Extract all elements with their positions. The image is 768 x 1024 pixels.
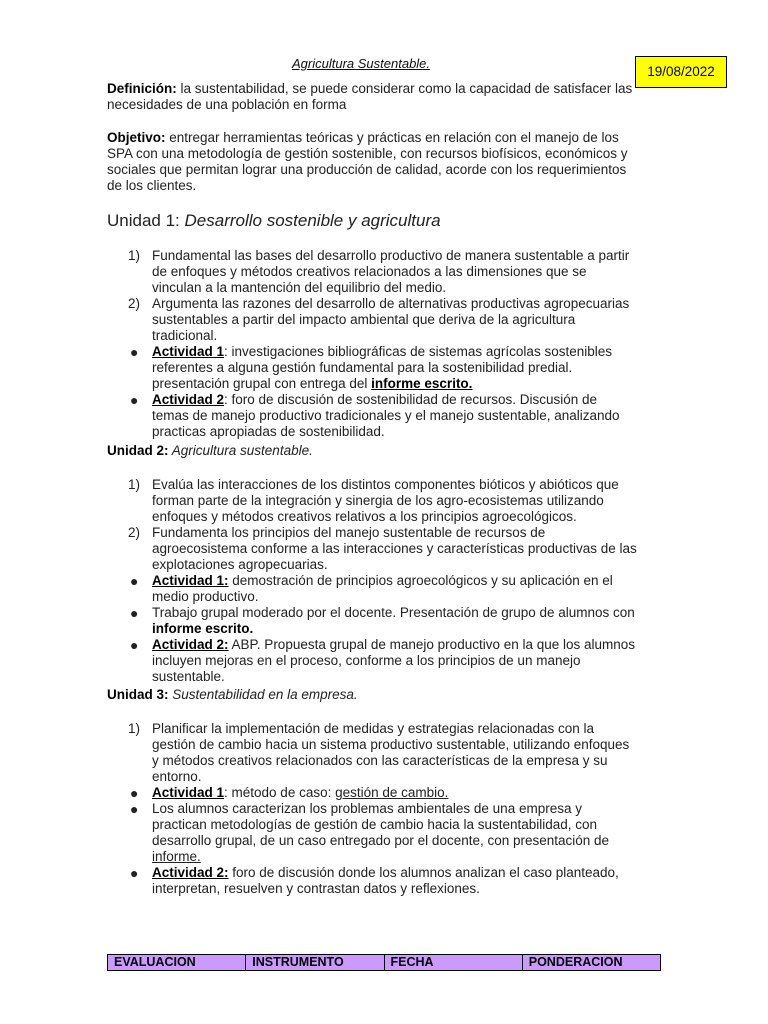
unit2-list — [107, 477, 637, 685]
report-label: informe escrito. — [371, 376, 473, 391]
list-text: Argumenta las razones del desarrollo de alternativas productivas agropecuarias sustentables a partir del impacto ambiental que deriva de la agricultura tradicional. — [152, 296, 630, 343]
list-item — [107, 605, 637, 637]
list-text: foro de discusión donde los alumnos analizan el caso planteado, interpretan, resuelven y contrastan datos y reflexiones. — [152, 865, 619, 896]
list-marker: 1) — [128, 248, 141, 263]
activity-label: Actividad 2 — [152, 392, 225, 407]
list-text: : investigaciones bibliográficas de sistemas agrícolas sostenibles referentes a alguna gestión fundamental para la sostenibilidad predial. presentación grupal con entrega del — [152, 344, 612, 391]
table-header-row — [108, 955, 661, 971]
bullet: ● — [130, 801, 139, 817]
underlined-text: informe. — [152, 849, 201, 864]
unit1-title: Desarrollo sostenible y agricultura — [184, 211, 441, 230]
objective-paragraph — [107, 130, 637, 194]
definition-text: la sustentabilidad, se puede considerar como la capacidad de satisfacer las necesidades de una población en forma — [107, 81, 633, 112]
header-fecha: FECHA — [384, 955, 522, 971]
bullet: ● — [130, 637, 139, 653]
objective-label: Objetivo: — [107, 130, 166, 145]
unit2-title: Agricultura sustentable. — [168, 443, 313, 458]
list-text: Fundamenta los principios del manejo sustentable de recursos de agroecosistema conforme a las interacciones y características productivas de las explotaciones agropecuarias. — [152, 525, 637, 572]
unit1-list — [107, 248, 637, 440]
activity-label: Actividad 1: — [152, 573, 229, 588]
list-text: : foro de discusión de sostenibilidad de recursos. Discusión de temas de manejo productivo tradicionales y el manejo sustentable, analizando practicas apropiadas de sostenibilidad. — [152, 392, 620, 439]
list-text: Fundamental las bases del desarrollo productivo de manera sustentable a partir de enfoques y métodos creativos relacionados a las dimensiones que se vinculan a la mantención del equilibrio del medio. — [152, 248, 630, 295]
evaluation-table — [107, 954, 661, 971]
list-marker: 2) — [128, 525, 141, 540]
list-item — [107, 801, 637, 865]
list-text: Los alumnos caracterizan los problemas ambientales de una empresa y practican metodologías de gestión de cambio hacia la sustentabilidad, con desarrollo grupal, de un caso entregado por el docente, con presentación de — [152, 801, 610, 848]
unit2-label: Unidad 2: — [107, 443, 169, 458]
bullet: ● — [130, 573, 139, 589]
list-marker: 1) — [128, 721, 141, 736]
list-item — [107, 248, 637, 296]
list-item — [107, 573, 637, 605]
list-text: demostración de principios agroecológicos y su aplicación en el medio productivo. — [152, 573, 613, 604]
definition-label: Definición: — [107, 81, 177, 96]
list-item — [107, 865, 637, 897]
report-label: informe escrito. — [152, 621, 254, 636]
list-item — [107, 721, 637, 785]
list-marker: 1) — [128, 477, 141, 492]
unit3-label: Unidad 3: — [107, 687, 169, 702]
date-box: 19/08/2022 — [635, 56, 727, 88]
list-text: : método de caso: — [224, 785, 336, 800]
list-text: Evalúa las interacciones de los distintos componentes bióticos y abióticos que forman parte de la integración y sinergia de los agro-ecosistemas utilizando enfoques y métodos creativos relativos a los principios agroecológicos. — [152, 477, 619, 524]
activity-label: Actividad 2: — [152, 637, 229, 652]
bullet: ● — [130, 605, 139, 621]
definition-paragraph — [107, 81, 637, 113]
list-text: Planificar la implementación de medidas y estrategias relacionadas con la gestión de cambio hacia un sistema productivo sustentable, utilizando enfoques y métodos creativos relacionados con las características de la empresa y su entorno. — [152, 721, 630, 784]
header-instrumento: INSTRUMENTO — [246, 955, 384, 971]
list-item — [107, 785, 637, 801]
unit3-heading — [107, 687, 637, 703]
header-evaluacion: EVALUACION — [108, 955, 246, 971]
list-item — [107, 392, 637, 440]
unit2-heading — [107, 443, 637, 459]
underlined-text: gestión de cambio. — [335, 785, 449, 800]
list-item — [107, 344, 637, 392]
bullet: ● — [130, 865, 139, 881]
activity-label: Actividad 1 — [152, 344, 225, 359]
list-text: Trabajo grupal moderado por el docente. Presentación de grupo de alumnos con — [152, 605, 635, 620]
list-item — [107, 525, 637, 573]
unit3-list — [107, 721, 637, 897]
objective-text: entregar herramientas teóricas y prácticas en relación con el manejo de los SPA con una metodología de gestión sostenible, con recursos biofísicos, económicos y sociales que permitan lograr una producción de calidad, acorde con los requerimientos de los clientes. — [107, 130, 628, 193]
list-item — [107, 637, 637, 685]
list-marker: 2) — [128, 296, 141, 311]
list-item — [107, 296, 637, 344]
document-title: Agricultura Sustentable. — [292, 56, 431, 71]
unit3-title: Sustentabilidad en la empresa. — [168, 687, 358, 702]
bullet: ● — [130, 392, 139, 408]
activity-label: Actividad 1 — [152, 785, 225, 800]
header-ponderacion: PONDERACION — [522, 955, 660, 971]
list-item — [107, 477, 637, 525]
list-text: ABP. Propuesta grupal de manejo productivo en la que los alumnos incluyen mejoras en el proceso, conforme a los principios de un manejo sustentable. — [152, 637, 636, 684]
unit1-heading — [107, 211, 637, 231]
bullet: ● — [130, 344, 139, 360]
unit1-label: Unidad 1: — [107, 211, 180, 230]
activity-label: Actividad 2: — [152, 865, 229, 880]
bullet: ● — [130, 785, 139, 801]
